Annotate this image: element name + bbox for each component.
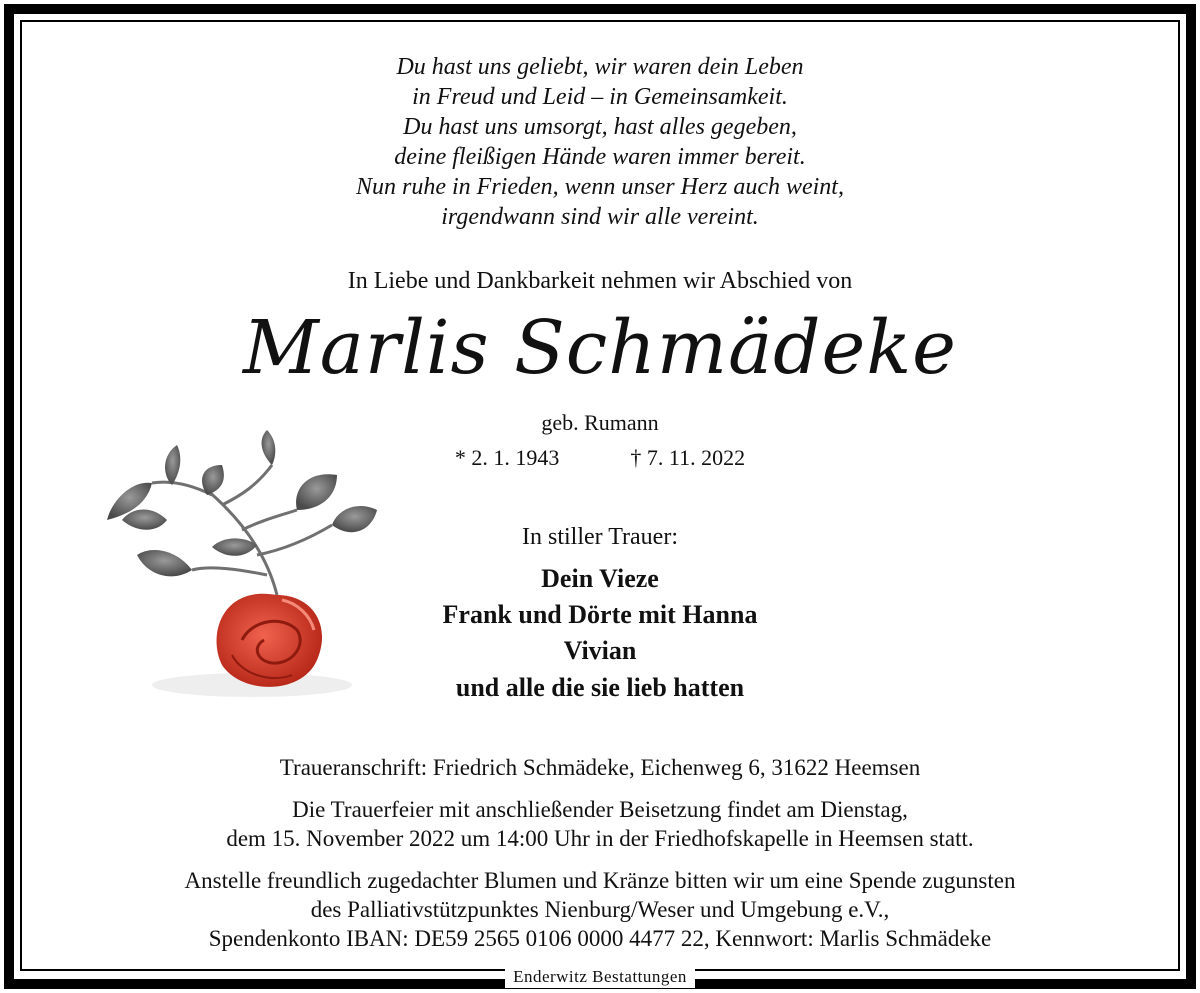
poem-line: in Freud und Leid – in Gemeinsamkeit. [412, 84, 788, 110]
funeral-home-label: Enderwitz Bestattungen [505, 966, 695, 988]
family-member: Frank und Dörte mit Hanna [442, 600, 758, 629]
donation-line: Anstelle freundlich zugedachter Blumen und Kränze bitten wir um eine Spende zugunsten [184, 868, 1016, 893]
farewell-intro: In Liebe und Dankbarkeit nehmen wir Abschied von [347, 268, 853, 294]
death-date: † 7. 11. 2022 [630, 445, 746, 470]
mourning-address: Traueranschrift: Friedrich Schmädeke, Eichenweg 6, 31622 Heemsen [279, 755, 921, 780]
donation-line: des Palliativstützpunktes Nienburg/Weser und Umgebung e.V., [310, 897, 890, 922]
family-member: Vivian [563, 636, 637, 665]
footer [0, 966, 1200, 988]
poem-line: Du hast uns umsorgt, hast alles gegeben, [403, 114, 797, 140]
mourning-label: In stiller Trauer: [522, 524, 678, 550]
family-member: und alle die sie lieb hatten [455, 673, 745, 702]
birth-name: geb. Rumann [541, 410, 659, 435]
poem-line: Nun ruhe in Frieden, wenn unser Herz auch weint, [356, 174, 844, 200]
deceased-name: Marlis Schmädeke [243, 305, 957, 391]
poem-line: irgendwann sind wir alle vereint. [441, 204, 759, 230]
ceremony-line: dem 15. November 2022 um 14:00 Uhr in der Friedhofskapelle in Heemsen statt. [226, 826, 974, 851]
family-member: Dein Vieze [541, 564, 659, 593]
poem-line: deine fleißigen Hände waren immer bereit. [394, 144, 806, 170]
ceremony-line: Die Trauerfeier mit anschließender Beisetzung findet am Dienstag, [292, 797, 908, 822]
birth-date: * 2. 1. 1943 [454, 445, 560, 470]
donation-line: Spendenkonto IBAN: DE59 2565 0106 0000 4477 22, Kennwort: Marlis Schmädeke [208, 926, 992, 951]
poem-line: Du hast uns geliebt, wir waren dein Leben [396, 54, 804, 80]
